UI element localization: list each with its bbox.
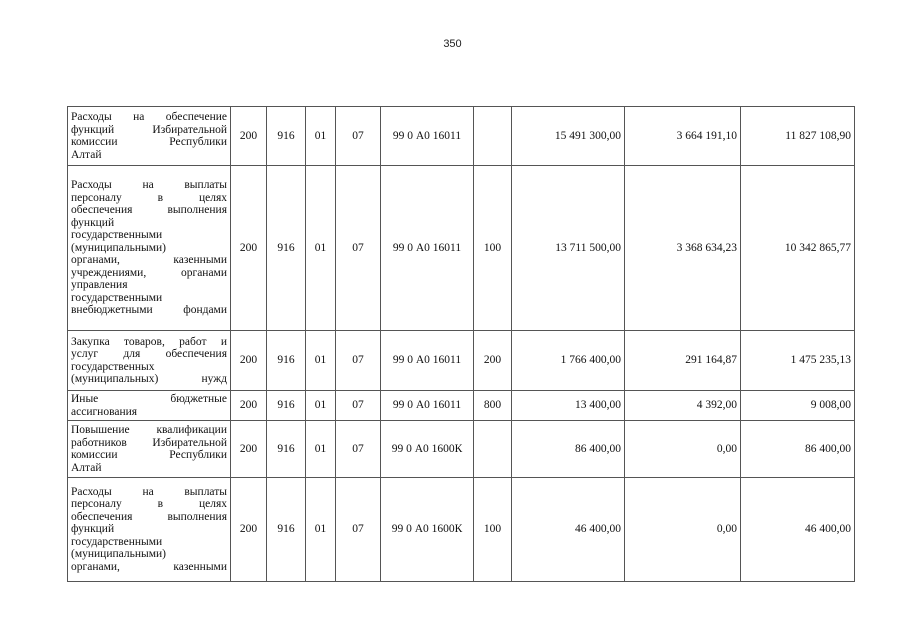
table-row (68, 166, 855, 331)
description-line: государственными (71, 291, 163, 304)
description-line: государственными (71, 229, 163, 242)
cell-type: 100 (474, 166, 512, 331)
cell-col2: 916 (267, 421, 306, 478)
cell-type (474, 107, 512, 166)
description-line: функций (71, 216, 115, 229)
description-line: управления (71, 279, 128, 292)
cell-col1: 200 (231, 478, 267, 582)
cell-col2: 916 (267, 331, 306, 391)
cell-col1: 200 (231, 107, 267, 166)
table-row (68, 331, 855, 391)
cell-value-3: 1 475 235,13 (741, 331, 855, 391)
cell-value-2: 291 164,87 (625, 331, 741, 391)
cell-code: 99 0 А0 16011 (381, 166, 474, 331)
cell-value-1: 13 400,00 (512, 391, 625, 421)
page-number: 350 (443, 38, 462, 50)
description-line: Расходы на выплаты (71, 485, 227, 498)
cell-description (68, 391, 231, 421)
cell-code: 99 0 А0 1600К (381, 421, 474, 478)
description-line: (муниципальными) (71, 548, 166, 561)
table-row (68, 478, 855, 582)
cell-type: 100 (474, 478, 512, 582)
description-line: государственными (71, 535, 163, 548)
description-line: (муниципальных) нужд (71, 373, 227, 385)
cell-description (68, 166, 231, 331)
cell-description (68, 331, 231, 391)
description-line: работников Избирательной (71, 436, 227, 449)
description-line: Иные бюджетные (71, 393, 227, 405)
description-line: комиссии Республики (71, 449, 227, 461)
description-line: учреждениями, органами (71, 266, 227, 279)
cell-value-3: 86 400,00 (741, 421, 855, 478)
cell-description (68, 107, 231, 166)
description-line: органами, казенными (71, 254, 227, 267)
description-line: функций Избирательной (71, 123, 227, 136)
table-row (68, 421, 855, 478)
cell-value-2: 0,00 (625, 478, 741, 582)
cell-type: 800 (474, 391, 512, 421)
cell-value-1: 15 491 300,00 (512, 107, 625, 166)
cell-value-2: 0,00 (625, 421, 741, 478)
cell-col1: 200 (231, 421, 267, 478)
cell-col3: 01 (306, 107, 336, 166)
cell-col4: 07 (336, 421, 381, 478)
cell-col2: 916 (267, 478, 306, 582)
cell-type: 200 (474, 331, 512, 391)
cell-value-3: 11 827 108,90 (741, 107, 855, 166)
cell-col3: 01 (306, 331, 336, 391)
cell-value-1: 46 400,00 (512, 478, 625, 582)
cell-code: 99 0 А0 1600К (381, 478, 474, 582)
description-line: функций (71, 523, 115, 536)
cell-value-2: 3 664 191,10 (625, 107, 741, 166)
description-line: органами, казенными (71, 560, 227, 573)
cell-col4: 07 (336, 478, 381, 582)
description-line: Повышение квалификации (71, 424, 227, 436)
cell-value-1: 13 711 500,00 (512, 166, 625, 331)
cell-code: 99 0 А0 16011 (381, 331, 474, 391)
description-line: ассигнования (71, 405, 138, 418)
description-line: Алтай (71, 148, 102, 161)
cell-col3: 01 (306, 421, 336, 478)
cell-col3: 01 (306, 391, 336, 421)
table-body (68, 107, 855, 582)
cell-col1: 200 (231, 391, 267, 421)
description-line: внебюджетными фондами (71, 304, 227, 317)
description-line: персоналу в целях (71, 191, 227, 204)
cell-col4: 07 (336, 107, 381, 166)
table-row (68, 107, 855, 166)
description-line: Алтай (71, 461, 102, 474)
cell-value-3: 10 342 865,77 (741, 166, 855, 331)
cell-col4: 07 (336, 391, 381, 421)
description-line: персоналу в целях (71, 498, 227, 511)
cell-code: 99 0 А0 16011 (381, 107, 474, 166)
description-line: обеспечения выполнения (71, 204, 227, 217)
description-line: комиссии Республики (71, 136, 227, 148)
cell-col3: 01 (306, 478, 336, 582)
description-line: обеспечения выполнения (71, 510, 227, 523)
cell-description (68, 421, 231, 478)
cell-col1: 200 (231, 331, 267, 391)
description-line: услуг для обеспечения (71, 348, 227, 360)
cell-value-2: 3 368 634,23 (625, 166, 741, 331)
cell-col4: 07 (336, 166, 381, 331)
budget-table (67, 106, 855, 582)
cell-value-3: 46 400,00 (741, 478, 855, 582)
cell-col2: 916 (267, 391, 306, 421)
cell-description (68, 478, 231, 582)
description-line: Расходы на обеспечение (71, 111, 227, 123)
cell-col2: 916 (267, 166, 306, 331)
cell-col1: 200 (231, 166, 267, 331)
cell-col2: 916 (267, 107, 306, 166)
cell-code: 99 0 А0 16011 (381, 391, 474, 421)
cell-col3: 01 (306, 166, 336, 331)
table-row (68, 391, 855, 421)
cell-value-1: 1 766 400,00 (512, 331, 625, 391)
cell-value-1: 86 400,00 (512, 421, 625, 478)
description-line: Расходы на выплаты (71, 179, 227, 192)
cell-value-2: 4 392,00 (625, 391, 741, 421)
description-line: государственных (71, 360, 155, 373)
cell-col4: 07 (336, 331, 381, 391)
cell-value-3: 9 008,00 (741, 391, 855, 421)
description-line: Закупка товаров, работ и (71, 335, 227, 348)
description-line: (муниципальными) (71, 241, 166, 254)
cell-type (474, 421, 512, 478)
